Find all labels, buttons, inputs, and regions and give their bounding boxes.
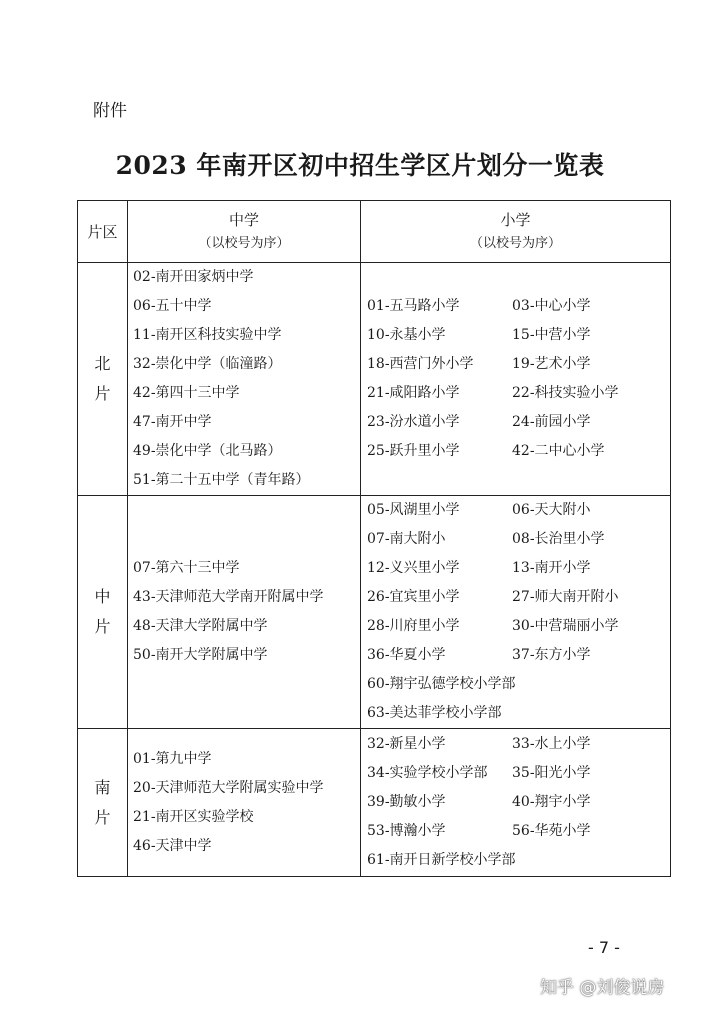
zone-label-char: 片 bbox=[94, 384, 111, 403]
middle-school-item: 06-五十中学 bbox=[133, 298, 212, 314]
primary-school-item: 01-五马路小学 bbox=[367, 298, 460, 314]
zone-label-char: 片 bbox=[94, 617, 111, 636]
primary-school-row bbox=[367, 437, 670, 466]
primary-school-item: 03-中心小学 bbox=[512, 298, 591, 314]
primary-school-item: 27-师大南开附小 bbox=[512, 589, 619, 605]
primary-school-row bbox=[367, 670, 670, 699]
middle-school-item: 50-南开大学附属中学 bbox=[133, 647, 268, 663]
primary-school-item: 15-中营小学 bbox=[512, 327, 591, 343]
middle-school-item: 20-天津师范大学附属实验中学 bbox=[133, 779, 324, 796]
primary-school-item bbox=[512, 846, 670, 875]
zone-label-char: 中 bbox=[94, 587, 111, 606]
middle-school-item: 32-崇化中学（临潼路） bbox=[133, 356, 282, 372]
middle-school-item: 11-南开区科技实验中学 bbox=[133, 327, 282, 343]
table-header-row bbox=[78, 201, 671, 263]
middle-school-item: 02-南开田家炳中学 bbox=[133, 269, 254, 285]
primary-school-row bbox=[367, 350, 670, 379]
primary-school-item: 06-天大附小 bbox=[512, 502, 591, 518]
primary-school-row bbox=[367, 699, 670, 728]
attachment-label: 附件 bbox=[93, 101, 127, 121]
middle-school-item: 48-天津大学附属中学 bbox=[133, 618, 268, 634]
middle-school-item: 51-第二十五中学（青年路） bbox=[133, 472, 310, 488]
primary-school-item: 19-艺术小学 bbox=[512, 356, 591, 372]
primary-school-row bbox=[367, 846, 670, 875]
primary-school-item bbox=[512, 670, 670, 699]
primary-school-item: 08-长治里小学 bbox=[512, 531, 605, 547]
primary-school-row bbox=[367, 408, 670, 437]
primary-school-row bbox=[367, 817, 670, 846]
primary-school-item: 42-二中心小学 bbox=[512, 443, 605, 459]
primary-school-item: 32-新星小学 bbox=[367, 736, 446, 752]
primary-school-item: 05-风湖里小学 bbox=[367, 502, 460, 518]
primary-school-row bbox=[367, 496, 670, 525]
header-middle-note: （以校号为序） bbox=[198, 235, 290, 251]
primary-school-row bbox=[367, 730, 670, 759]
zone-south bbox=[78, 729, 128, 877]
primary-school-row bbox=[367, 525, 670, 554]
primary-school-item: 37-东方小学 bbox=[512, 647, 591, 663]
primary-school-item: 26-宜宾里小学 bbox=[367, 589, 460, 605]
watermark: 知乎 @刘俊说房 bbox=[540, 978, 665, 998]
middle-schools-south bbox=[128, 729, 361, 877]
primary-school-item: 61-南开日新学校小学部 bbox=[367, 852, 516, 868]
district-table bbox=[77, 200, 671, 877]
zone-label-char: 南 bbox=[94, 777, 111, 797]
page-number: - 7 - bbox=[588, 938, 620, 957]
primary-school-item: 23-汾水道小学 bbox=[367, 414, 460, 430]
primary-school-row bbox=[367, 379, 670, 408]
primary-school-row bbox=[367, 612, 670, 641]
primary-school-item: 30-中营瑞丽小学 bbox=[512, 618, 619, 634]
primary-school-item: 10-永基小学 bbox=[367, 327, 446, 343]
header-zone-label: 片区 bbox=[87, 222, 118, 241]
primary-school-item: 60-翔宇弘德学校小学部 bbox=[367, 676, 516, 692]
primary-school-item: 56-华苑小学 bbox=[512, 823, 591, 839]
primary-school-row bbox=[367, 641, 670, 670]
primary-school-row bbox=[367, 321, 670, 350]
header-primary-note: （以校号为序） bbox=[469, 235, 561, 251]
middle-schools-north bbox=[128, 263, 361, 496]
primary-school-row bbox=[367, 759, 670, 788]
primary-schools-south bbox=[361, 729, 671, 877]
primary-school-item: 13-南开小学 bbox=[512, 560, 591, 576]
primary-schools-north bbox=[361, 263, 671, 496]
zone-central bbox=[78, 496, 128, 729]
primary-school-item: 25-跃升里小学 bbox=[367, 443, 460, 459]
primary-school-item: 63-美达菲学校小学部 bbox=[367, 705, 502, 721]
primary-school-item: 40-翔宇小学 bbox=[512, 794, 591, 810]
primary-school-item: 33-水上小学 bbox=[512, 736, 591, 752]
primary-school-item: 24-前园小学 bbox=[512, 414, 591, 430]
header-primary bbox=[361, 201, 671, 263]
primary-school-item: 07-南大附小 bbox=[367, 531, 446, 547]
middle-school-item: 01-第九中学 bbox=[133, 750, 212, 767]
middle-school-item: 49-崇化中学（北马路） bbox=[133, 443, 282, 459]
primary-school-item: 18-西营门外小学 bbox=[367, 356, 474, 372]
zone-label-char: 片 bbox=[94, 807, 111, 827]
primary-school-item: 21-咸阳路小学 bbox=[367, 385, 460, 401]
primary-school-row bbox=[367, 554, 670, 583]
page-title: 2023 年南开区初中招生学区片划分一览表 bbox=[115, 151, 605, 180]
primary-school-item: 22-科技实验小学 bbox=[512, 385, 619, 401]
table-row-north bbox=[78, 263, 671, 496]
primary-schools-central bbox=[361, 496, 671, 729]
primary-school-item: 35-阳光小学 bbox=[512, 765, 591, 781]
primary-school-row bbox=[367, 788, 670, 817]
primary-school-item: 28-川府里小学 bbox=[367, 618, 460, 634]
primary-school-row bbox=[367, 583, 670, 612]
header-middle bbox=[128, 201, 361, 263]
middle-school-item: 46-天津中学 bbox=[133, 837, 212, 854]
primary-school-item: 12-义兴里小学 bbox=[367, 560, 460, 576]
middle-school-item: 21-南开区实验学校 bbox=[133, 808, 254, 825]
middle-schools-central bbox=[128, 496, 361, 729]
header-zone bbox=[78, 201, 128, 263]
middle-school-item: 47-南开中学 bbox=[133, 414, 212, 430]
middle-school-item: 07-第六十三中学 bbox=[133, 560, 240, 576]
middle-school-item: 42-第四十三中学 bbox=[133, 385, 240, 401]
table-row-south bbox=[78, 729, 671, 877]
primary-school-item: 36-华夏小学 bbox=[367, 647, 446, 663]
middle-school-item: 43-天津师范大学南开附属中学 bbox=[133, 589, 324, 605]
primary-school-row bbox=[367, 292, 670, 321]
header-primary-label: 小学 bbox=[500, 210, 531, 229]
primary-school-item bbox=[512, 699, 670, 728]
primary-school-item: 39-勤敏小学 bbox=[367, 794, 446, 810]
primary-school-item: 53-博瀚小学 bbox=[367, 823, 446, 839]
zone-label-char: 北 bbox=[94, 354, 111, 373]
primary-school-item: 34-实验学校小学部 bbox=[367, 765, 488, 781]
zone-north bbox=[78, 263, 128, 496]
table-row-central bbox=[78, 496, 671, 729]
header-middle-label: 中学 bbox=[228, 210, 259, 229]
